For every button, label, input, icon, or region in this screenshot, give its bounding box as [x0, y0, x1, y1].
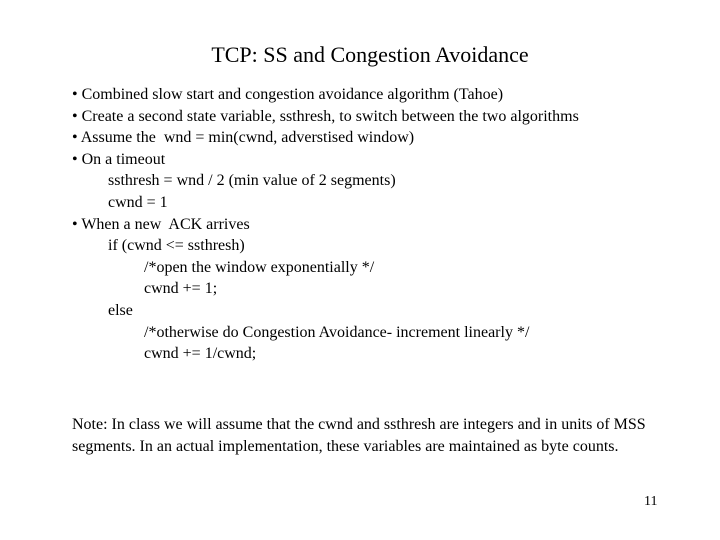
- bullet-second-state-variable: • Create a second state variable, ssthresh, to switch between the two algorithms: [72, 107, 579, 125]
- note-paragraph: Note: In class we will assume that the cwnd and ssthresh are integers and in units of MSS segments. In an actual implementation, these variables are maintained as byte counts.: [72, 416, 646, 455]
- code-cwnd-fraction: cwnd += 1/cwnd;: [144, 345, 257, 363]
- code-else: else: [108, 301, 133, 319]
- code-if-condition: if (cwnd <= ssthresh): [108, 237, 245, 255]
- code-comment-linear: /*otherwise do Congestion Avoidance- increment linearly */: [144, 323, 530, 341]
- code-cwnd-increment: cwnd += 1;: [144, 280, 218, 298]
- page-number: 11: [644, 494, 658, 509]
- slide-title: TCP: SS and Congestion Avoidance: [211, 42, 529, 67]
- code-ssthresh-assign: ssthresh = wnd / 2 (min value of 2 segments): [108, 172, 396, 190]
- bullet-new-ack: • When a new ACK arrives: [72, 215, 250, 233]
- slide-body: [72, 84, 692, 365]
- bullet-combined-algorithm: • Combined slow start and congestion avoidance algorithm (Tahoe): [72, 86, 504, 103]
- bullet-assume-wnd: • Assume the wnd = min(cwnd, adverstised window): [72, 129, 415, 147]
- bullet-on-timeout: • On a timeout: [72, 150, 166, 168]
- code-cwnd-reset: cwnd = 1: [108, 193, 168, 211]
- code-comment-exponential: /*open the window exponentially */: [144, 258, 375, 276]
